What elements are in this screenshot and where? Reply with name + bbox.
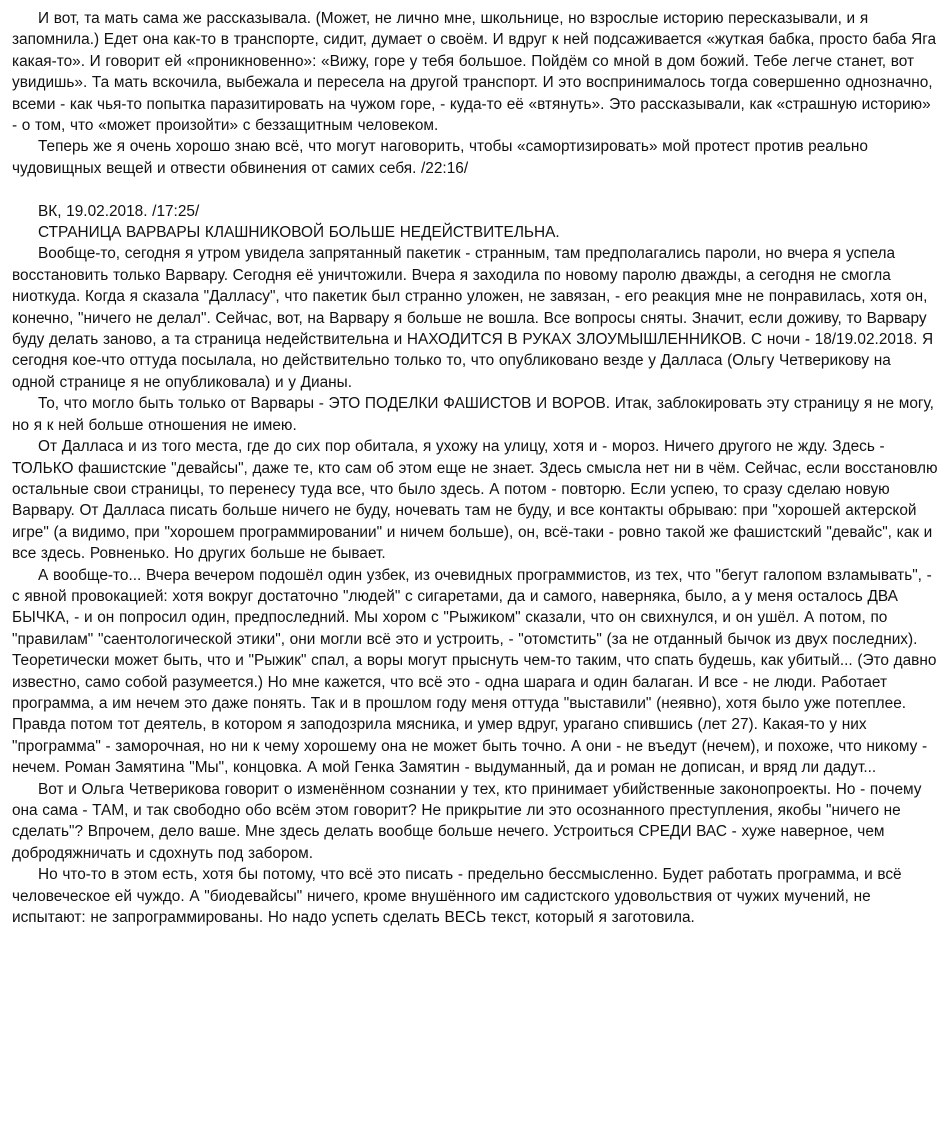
- paragraph: От Далласа и из того места, где до сих пор обитала, я ухожу на улицу, хотя и - мороз. Ничего другого не жду. Здесь - ТОЛЬКО фашистские "девайсы", даже те, кто сам об этом еще не знает. Здесь смысла нет ни в чём. Сейчас, если восстановлю остальные свои страницы, то перенесу туда все, что было здесь. А потом - повторю. Если успею, то сразу сделаю новую Варвару. От Далласа писать больше ничего не буду, ночевать там не буду, и все контакты обрываю: при "хорошей актерской игре" (а видимо, при "хорошем программировании" и ничем больше), он, всё-таки - ровно такой же фашистский "девайс", как и все здесь. Ровненько. Но других больше не бывает.: [12, 438, 943, 563]
- paragraph: Вообще-то, сегодня я утром увидела запрятанный пакетик - странным, там предполагались пароли, но вчера я успела восстановить только Варвару. Сегодня её уничтожили. Вчера я заходила по новому паролю дважды, а сегодня не смогла ниоткуда. Когда я сказала "Далласу", что пакетик был странно уложен, не завязан, - его реакция мне не понравилась, хотя он, конечно, "ничего не делал". Сейчас, вот, на Варвару я больше не вошла. Все вопросы сняты. Значит, если доживу, то Варвару буду делать заново, а та страница недействительна и НАХОДИТСЯ В РУКАХ ЗЛОУМЫШЛЕННИКОВ. С ночи - 18/19.02.2018. Я сегодня кое-что оттуда посылала, но действительно только то, что опубликовано везде у Далласа (Ольгу Четверикову на одной странице я не опубликовала) и у Дианы.: [12, 245, 938, 391]
- entry-header: ВК, 19.02.2018. /17:25/: [38, 202, 200, 220]
- document-page: [12, 8, 943, 928]
- paragraph: Теперь же я очень хорошо знаю всё, что могут наговорить, чтобы «самортизировать» мой протест против реально чудовищных вещей и отвести обвинения от самих себя. /22:16/: [12, 138, 873, 177]
- paragraph: Вот и Ольга Четверикова говорит о изменённом сознании у тех, кто принимает убийственные законопроекты. Но - почему она сама - ТАМ, и так свободно обо всём этом говорит? Не прикрытие ли это осознанного преступления, якобы "ничего не сделать"? Впрочем, дело ваше. Мне здесь делать вообще больше нечего. Устроиться СРЕДИ ВАС - хуже наверное, чем добродяжничать и сдохнуть под забором.: [12, 780, 927, 862]
- paragraph: Но что-то в этом есть, хотя бы потому, что всё это писать - предельно бессмысленно. Будет работать программа, и всё человеческое ей чуждо. А "биодевайсы" ничего, кроме внушённого им садистского удовольствия от чужих мучений, не испытают: не запрограммированы. Но надо успеть сделать ВЕСЬ текст, который я заготовила.: [12, 866, 907, 927]
- paragraph: И вот, та мать сама же рассказывала. (Может, не лично мне, школьнице, но взрослые историю пересказывали, и я запомнила.) Едет она как-то в транспорте, сидит, думает о своём. И вдруг к ней подсаживается «жуткая бабка, просто баба Яга какая-то». И говорит ей «проникновенно»: «Вижу, горе у тебя большое. Пойдём со мной в дом божий. Тебе легче станет, вот увидишь». Та мать вскочила, выбежала и пересела на другой транспорт. И это воспринималось тогда совершенно однозначно, всеми - как чья-то попытка паразитировать на чужом горе, - куда-то её «втянуть». Это рассказывали, как «страшную историю» - о том, что «может произойти» с беззащитным человеком.: [12, 10, 941, 135]
- paragraph: То, что могло быть только от Варвары - ЭТО ПОДЕЛКИ ФАШИСТОВ И ВОРОВ. Итак, заблокировать эту страницу я не могу, но я к ней больше отношения не имею.: [12, 395, 939, 434]
- entry-title: СТРАНИЦА ВАРВАРЫ КЛАШНИКОВОЙ БОЛЬШЕ НЕДЕЙСТВИТЕЛЬНА.: [38, 224, 560, 242]
- blank-line: [12, 179, 938, 200]
- paragraph: А вообще-то... Вчера вечером подошёл один узбек, из очевидных программистов, из тех, что "бегут галопом взламывать", - с явной провокацией: хотя вокруг достаточно "людей" с сигаретами, да и самого, наверняка, было, а у меня осталось ДВА БЫЧКА, - и он попросил один, предпоследний. Мы хором с "Рыжиком" сказали, что он свихнулся, и он ушёл. А потом, по "правилам" "саентологической этики", они могли всё это и устроить, - "отомстить" (за не отданный бычок из двух последних). Теоретически может быть, что и "Рыжик" спал, а воры могут прыснуть чем-то таким, что спать будешь, как убитый... (Это давно известно, само собой разумеется.) Но мне кажется, что всё это - одна шарага и один балаган. И все - не люди. Работает программа, а им нечем это даже понять. Так и в прошлом году меня оттуда "выставили" (неявно), хотя было уже потеплее. Правда потом тот деятель, в котором я заподозрила мясника, и умер вдруг, урагано спившись (лет 27). Какая-то у них "программа" - заморочная, но ни к чему хорошему она не может быть точно. А они - не въедут (нечем), и похоже, что никому - нечем. Роман Замятина "Мы", концовка. А мой Генка Замятин - выдуманный, да и роман не дописан, и вряд ли дадут...: [12, 566, 942, 777]
